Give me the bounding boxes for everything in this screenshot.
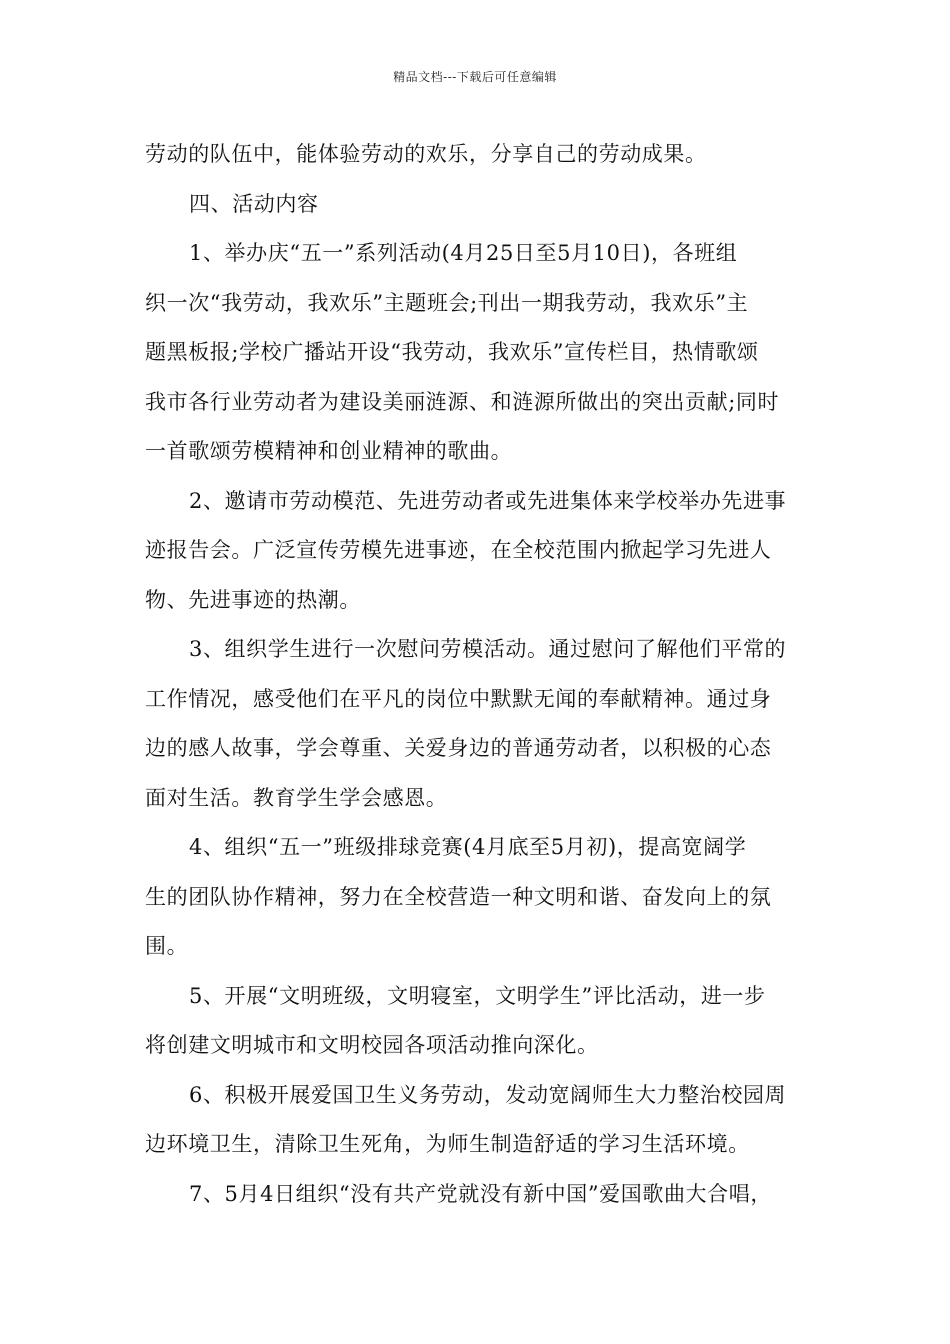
text-line-16: 生的团队协作精神，努力在全校营造一种文明和谐、奋发向上的氛 [145,884,772,909]
text-line-8: 2、邀请市劳动模范、先进劳动者或先进集体来学校举办先进事 [189,488,787,513]
text-line-17: 围。 [145,934,189,958]
text-line-20: 6、积极开展爱国卫生义务劳动，发动宽阔师生大力整治校园周 [189,1082,787,1107]
text-line-10: 物、先进事迹的热潮。 [145,587,361,612]
text-line-22: 7、5月4日组织“没有共产党就没有新中国”爱国歌曲大合唱， [189,1181,772,1206]
text-line-4: 织一次“我劳动，我欢乐”主题班会;刊出一期我劳动，我欢乐”主 [145,290,749,315]
text-line-13: 边的感人故事，学会尊重、关爱身边的普通劳动者，以积极的心态 [145,736,772,760]
document-body [145,130,835,1219]
section-heading: 四、活动内容 [189,191,319,216]
text-line-14: 面对生活。教育学生学会感恩。 [145,785,448,810]
text-line-9: 迹报告会。广泛宣传劳模先进事迹，在全校范围内掀起学习先进人 [145,538,772,562]
text-line-19: 将创建文明城市和文明校园各项活动推向深化。 [145,1033,599,1057]
text-line-3: 1、举办庆“五一”系列活动(4月25日至5月10日)，各班组 [189,241,738,265]
text-line-11: 3、组织学生进行一次慰问劳模活动。通过慰问了解他们平常的 [189,637,787,661]
text-line-12: 工作情况，感受他们在平凡的岗位中默默无闻的奉献精神。通过身 [145,686,772,711]
text-line-7: 一首歌颂劳模精神和创业精神的歌曲。 [145,439,513,463]
text-line-15: 4、组织“五一”班级排球竞赛(4月底至5月初)，提高宽阔学 [189,835,747,859]
text-line-1: 劳动的队伍中，能体验劳动的欢乐，分享自己的劳动成果。 [145,142,707,166]
text-line-5: 题黑板报;学校广播站开设“我劳动，我欢乐”宣传栏目，热情歌颂 [145,340,759,364]
text-line-21: 边环境卫生，清除卫生死角，为师生制造舒适的学习生活环境。 [145,1132,750,1156]
text-line-6: 我市各行业劳动者为建设美丽涟源、和涟源所做出的突出贡献;同时 [145,389,780,414]
page-header: 精品文档---下载后可任意编辑 [393,70,557,84]
text-line-18: 5、开展“文明班级，文明寝室，文明学生”评比活动，进一步 [189,983,766,1008]
